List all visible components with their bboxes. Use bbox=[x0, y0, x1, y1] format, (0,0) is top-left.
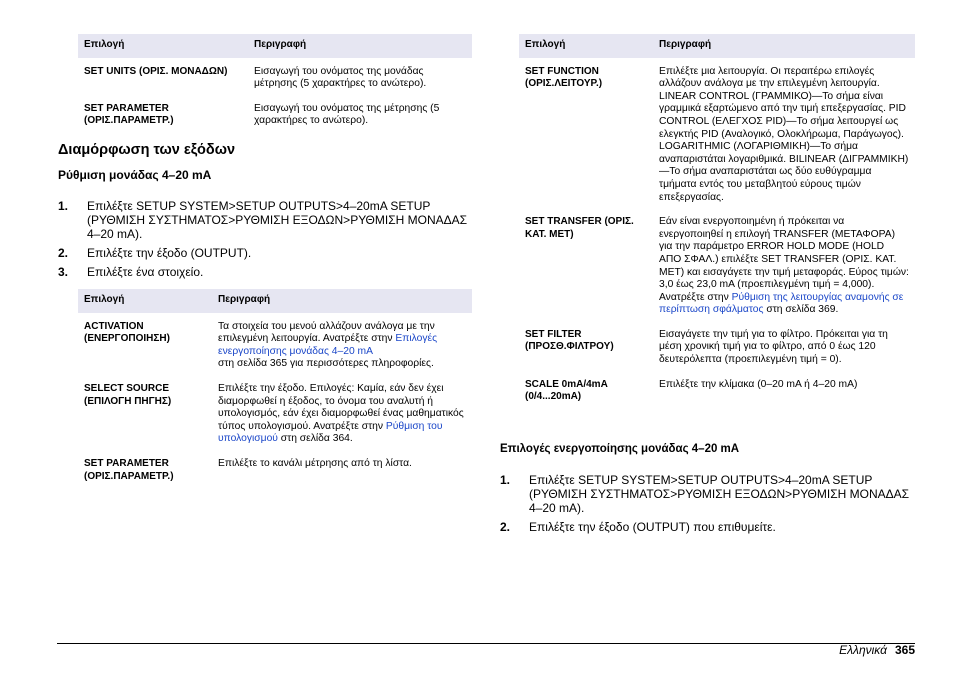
step-number: 2. bbox=[500, 520, 511, 534]
list-item bbox=[500, 473, 915, 515]
option-name: SET PARAMETER (ΟΡΙΣ.ΠΑΡΑΜΕΤΡ.) bbox=[84, 102, 174, 127]
description-text: Επιλέξτε την έξοδο. Επιλογές: Καμία, εάν δεν έχει διαμορφωθεί η έξοδος, το όνομα του αναλυτή ή υπολογισμός, εάν έχει διαμορφωθεί ένας μαθηματικός τύπος υπολογισμού. Ανατρέξτε στην bbox=[218, 382, 464, 432]
setup-steps-list bbox=[58, 199, 472, 284]
function-options-table bbox=[519, 34, 915, 416]
table-row bbox=[519, 379, 915, 416]
table-row bbox=[78, 58, 472, 103]
output-options-table bbox=[78, 289, 472, 495]
activation-steps-list bbox=[500, 473, 915, 539]
table-row bbox=[519, 329, 915, 379]
step-text: Επιλέξτε SETUP SYSTEM>SETUP OUTPUTS>4–20mA SETUP (ΡΥΘΜΙΣΗ ΣΥΣΤΗΜΑΤΟΣ>ΡΥΘΜΙΣΗ ΕΞΟΔΩΝ>ΡΥΘΜΙΣΗ ΜΟΝΑΔΑΣ 4–20 mA). bbox=[87, 199, 468, 241]
section-title: Διαμόρφωση των εξόδων bbox=[58, 142, 236, 158]
step-text: Επιλέξτε SETUP SYSTEM>SETUP OUTPUTS>4–20mA SETUP (ΡΥΘΜΙΣΗ ΣΥΣΤΗΜΑΤΟΣ>ΡΥΘΜΙΣΗ ΕΞΟΔΩΝ>ΡΥΘΜΙΣΗ ΜΟΝΑΔΑΣ 4–20 mA). bbox=[529, 473, 910, 515]
column-header-description: Περιγραφή bbox=[653, 34, 915, 58]
option-name: SET FILTER (ΠΡΟΣΘ.ΦΙΛΤΡΟΥ) bbox=[525, 328, 614, 353]
table-row bbox=[519, 216, 915, 329]
option-name: SELECT SOURCE (ΕΠΙΛΟΓΗ ΠΗΓΗΣ) bbox=[84, 382, 172, 407]
footer-language: Ελληνικά bbox=[839, 643, 887, 657]
units-options-table bbox=[78, 34, 472, 140]
page-number: 365 bbox=[894, 643, 915, 657]
step-text: Επιλέξτε την έξοδο (OUTPUT) που επιθυμείτε. bbox=[529, 520, 776, 534]
list-item bbox=[58, 265, 472, 279]
column-header-option: Επιλογή bbox=[78, 34, 248, 58]
list-item bbox=[58, 199, 472, 241]
calculation-setup-link[interactable]: Ρύθμιση του υπολογισμού bbox=[218, 420, 443, 445]
step-text: Επιλέξτε την έξοδο (OUTPUT). bbox=[87, 246, 252, 260]
table-row bbox=[78, 383, 472, 458]
option-description: Εισαγωγή του ονόματος της μονάδας μέτρησης (5 χαρακτήρες το ανώτερο). bbox=[254, 65, 427, 90]
option-description: Εισαγωγή του ονόματος της μέτρησης (5 χαρακτήρες το ανώτερο). bbox=[254, 102, 440, 127]
description-text: Εάν είναι ενεργοποιημένη ή πρόκειται να ενεργοποιηθεί η επιλογή TRANSFER (ΜΕΤΑΦΟΡΑ) για την παράμετρο ERROR HOLD MODE (HOLD ΑΠΟ ΣΦΑΛ.) επιλέξτε SET TRANSFER (ΟΡΙΣ. ΚΑΤ. ΜΕΤ) και εισαγάγετε την τιμή μεταφοράς. Εύρος τιμών: 3,0 έως 23,0 mA (προεπιλεγμένη τιμή = 4,000). Ανατρέξτε στην bbox=[659, 216, 909, 303]
list-item bbox=[58, 246, 472, 260]
option-name: SET TRANSFER (ΟΡΙΣ. ΚΑΤ. ΜΕΤ) bbox=[525, 216, 634, 240]
option-name: SET UNITS (ΟΡΙΣ. ΜΟΝΑΔΩΝ) bbox=[84, 65, 228, 77]
option-name: SCALE 0mA/4mA (0/4...20mA) bbox=[525, 378, 608, 403]
table-row bbox=[519, 58, 915, 217]
option-name: ACTIVATION (ΕΝΕΡΓΟΠΟΙΗΣΗ) bbox=[84, 320, 170, 345]
option-description bbox=[212, 383, 472, 458]
activation-options-link[interactable]: Επιλογές ενεργοποίησης μονάδας 4–20 mA bbox=[218, 333, 438, 357]
step-number: 1. bbox=[58, 199, 69, 213]
option-description: Επιλέξτε το κανάλι μέτρησης από τη λίστα. bbox=[218, 457, 412, 469]
option-name: SET FUNCTION (ΟΡΙΣ.ΛΕΙΤΟΥΡ.) bbox=[525, 65, 603, 90]
table-header-row bbox=[78, 34, 472, 58]
step-text: Επιλέξτε ένα στοιχείο. bbox=[87, 265, 204, 279]
table-header-row bbox=[78, 289, 472, 313]
option-description: Εισαγάγετε την τιμή για το φίλτρο. Πρόκειται για τη μέση χρονική τιμή για το φίλτρο, από 0 έως 120 δευτερόλεπτα (προεπιλεγμένη τιμή = 0). bbox=[659, 328, 888, 366]
column-header-option: Επιλογή bbox=[519, 34, 653, 58]
page-footer bbox=[839, 643, 915, 657]
option-description bbox=[212, 313, 472, 383]
column-header-description: Περιγραφή bbox=[212, 289, 472, 313]
subsection-title: Επιλογές ενεργοποίησης μονάδας 4–20 mA bbox=[500, 443, 740, 455]
option-description: Επιλέξτε μια λειτουργία. Οι περαιτέρω επιλογές αλλάζουν ανάλογα με την επιλεγμένη λειτουργία. LINEAR CONTROL (ΓΡΑΜΜΙΚΟ)—Το σήμα είναι γραμμικά εξαρτώμενο από την τιμή επεξεργασίας. PID CONTROL (ΕΛΕΓΧΟΣ PID)—Το σήμα λειτουργεί ως ελεγκτής PID (Αναλογικό, Ολοκλήρωμα, Παράγωγος). LOGARITHMIC (ΛΟΓΑΡΙΘΜΙΚΗ)—Το σήμα αναπαριστάται λογαριθμικά. BILINEAR (ΔΙΓΡΑΜΜΙΚΗ)—Το σήμα αναπαριστάται ως δύο ευθύγραμμα τμήματα εντός του μεταβλητού εύρους τιμών επεξεργασίας. bbox=[659, 65, 909, 203]
option-description: Επιλέξτε την κλίμακα (0–20 mA ή 4–20 mA) bbox=[659, 378, 858, 390]
table-row bbox=[78, 458, 472, 495]
option-name: SET PARAMETER (ΟΡΙΣ.ΠΑΡΑΜΕΤΡ.) bbox=[84, 457, 174, 482]
description-text: στη σελίδα 365 για περισσότερες πληροφορίες. bbox=[218, 358, 434, 370]
step-number: 2. bbox=[58, 246, 69, 260]
column-header-option: Επιλογή bbox=[78, 289, 212, 313]
description-text: Τα στοιχεία του μενού αλλάζουν ανάλογα με την επιλεγμένη λειτουργία. Ανατρέξτε στην bbox=[218, 320, 435, 345]
footer-divider bbox=[57, 643, 915, 644]
option-description bbox=[653, 216, 915, 329]
column-header-description: Περιγραφή bbox=[248, 34, 472, 58]
subsection-title: Ρύθμιση μονάδας 4–20 mA bbox=[58, 168, 212, 182]
step-number: 1. bbox=[500, 473, 511, 487]
description-text: στη σελίδα 364. bbox=[277, 433, 353, 445]
table-header-row bbox=[519, 34, 915, 58]
table-row bbox=[78, 103, 472, 140]
error-hold-setup-link[interactable]: Ρύθμιση της λειτουργίας αναμονής σε περίπτωση σφάλματος bbox=[659, 291, 904, 316]
table-row bbox=[78, 313, 472, 383]
step-number: 3. bbox=[58, 265, 69, 279]
description-text: στη σελίδα 369. bbox=[763, 304, 839, 316]
list-item bbox=[500, 520, 915, 534]
